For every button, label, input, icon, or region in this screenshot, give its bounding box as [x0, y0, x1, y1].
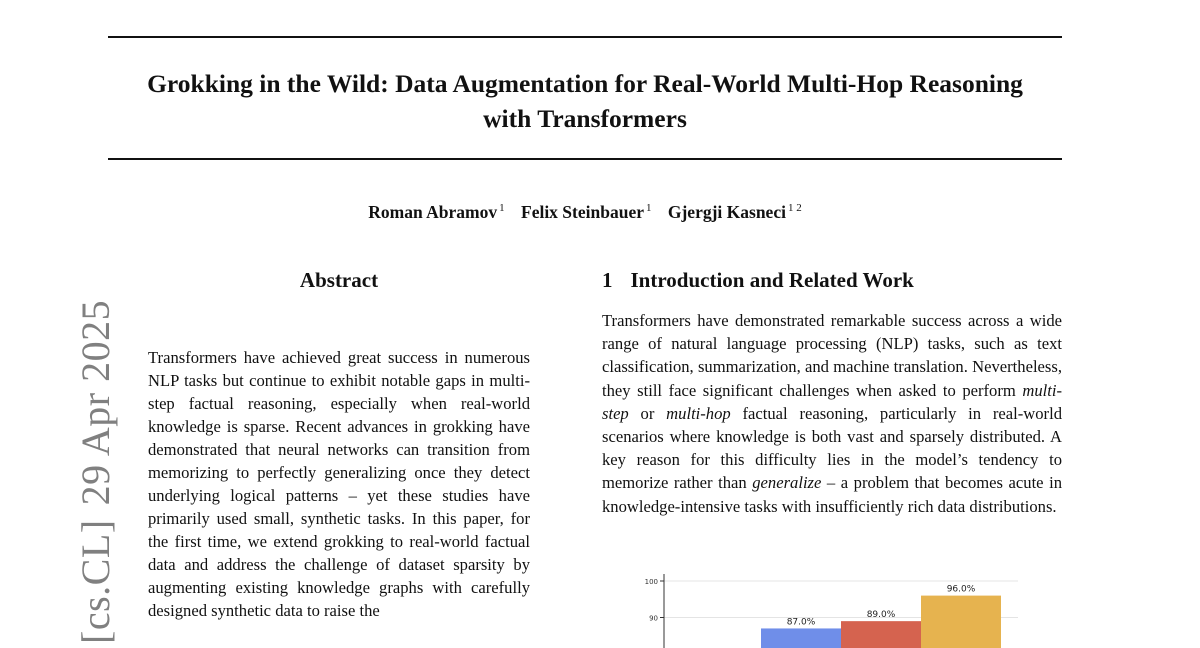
- chart-svg: [628, 574, 1028, 648]
- author-list: [108, 202, 1062, 223]
- paper-title-line-2: with Transformers: [483, 104, 687, 133]
- arxiv-category: [cs.CL]: [73, 519, 118, 644]
- title-top-rule: [108, 36, 1062, 38]
- author-3-affiliation: 1 2: [787, 202, 802, 214]
- chart-bar: [761, 628, 841, 648]
- emph-multi-hop: multi-hop: [666, 403, 731, 423]
- emph-generalize: generalize: [752, 473, 822, 493]
- chart-y-tick-label: 90: [649, 614, 658, 623]
- author-3: Gjergji Kasneci $^{1 2}$: [667, 202, 802, 222]
- chart-value-label: 87.0%: [786, 617, 816, 628]
- chart-y-tick-label: 100: [644, 578, 658, 586]
- accuracy-bar-chart: [628, 574, 1028, 648]
- chart-bar: [841, 621, 921, 648]
- chart-value-label: 96.0%: [946, 584, 976, 595]
- title-bottom-rule: [108, 158, 1062, 160]
- author-2-affiliation: 1: [645, 202, 652, 214]
- arxiv-date: 29 Apr 2025: [73, 299, 118, 506]
- paper-title: [108, 66, 1062, 136]
- section-number: 1: [602, 268, 613, 292]
- paper-title-line-1: Grokking in the Wild: Data Augmentation for Real-World Multi-Hop Reasoning: [147, 69, 1023, 98]
- abstract-text: Transformers have achieved great success in numerous NLP tasks but continue to exhibit notable gaps in multi-step factual reasoning, especially when real-world knowledge is sparse. Recent advances in grokking have demonstrated that neural networks can transition from memorizing to perfectly generalizing once they detect underlying logical patterns – yet these studies have primarily used small, synthetic tasks. In this paper, for the first time, we extend grokking to real-world factual data and address the challenge of dataset sparsity by augmenting existing knowledge graphs with carefully designed synthetic data to raise the: [148, 348, 530, 620]
- section-title: Introduction and Related Work: [630, 268, 914, 292]
- intro-paragraph: Transformers have demonstrated remarkable success across a wide range of natural language processing (NLP) tasks, such as text classification, summarization, and machine translation. Nevertheless, they still face significant challenges when asked to perform multi-step or multi-hop factual reasoning, particularly in real-world scenarios where knowledge is both vast and sparsely distributed. A key reason for this difficulty lies in the model’s tendency to memorize rather than generalize – a problem that becomes acute in knowledge-intensive tasks with insufficiently rich data distributions.: [602, 311, 1062, 516]
- chart-value-label: 89.0%: [866, 610, 896, 621]
- arxiv-stamp: [72, 286, 119, 644]
- author-1: Roman Abramov $^1$: [368, 202, 505, 222]
- section-heading: [602, 268, 914, 293]
- author-1-affiliation: 1: [499, 202, 505, 214]
- author-2: Felix Steinbauer $^1$: [521, 202, 652, 222]
- chart-bar: [921, 596, 1001, 648]
- emph-multi-step: multi-step: [602, 380, 1062, 423]
- abstract-heading: Abstract: [299, 268, 379, 292]
